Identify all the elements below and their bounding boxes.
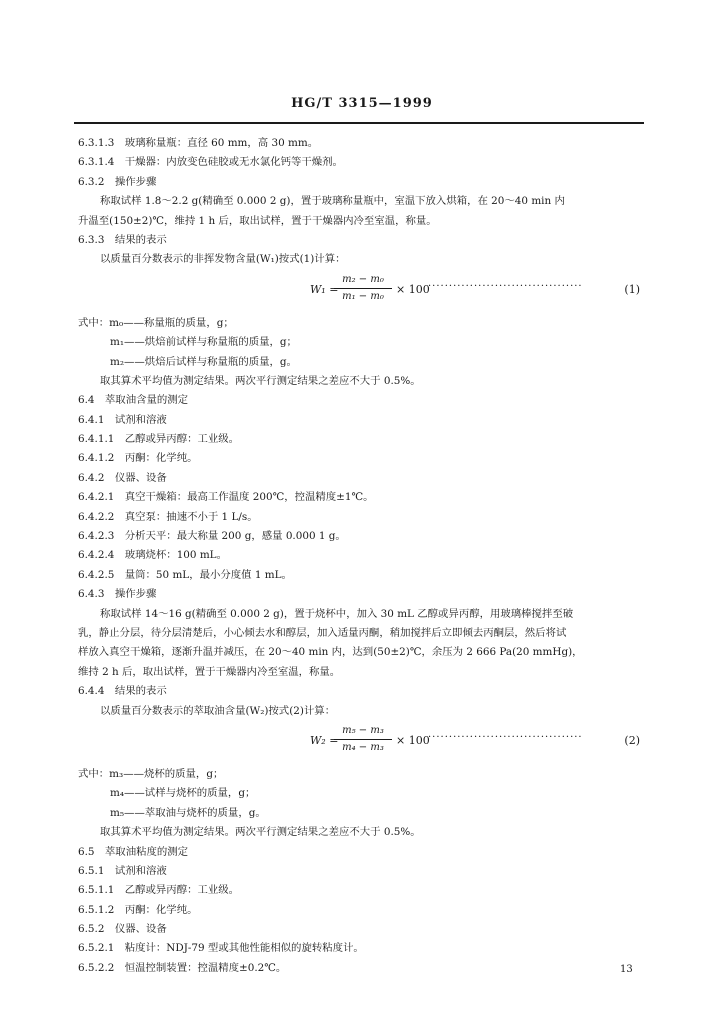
formula-1-numerator: m₂ − m₀ bbox=[334, 272, 392, 289]
header-rule bbox=[74, 122, 644, 124]
clause-6-4-heading: 6.4 萃取油含量的测定 bbox=[78, 394, 189, 407]
formula-2-fraction bbox=[334, 723, 392, 756]
clause-6-4-2-heading: 6.4.2 仪器、设备 bbox=[78, 471, 167, 484]
clause-6-4-1-2: 6.4.1.2 丙酮：化学纯。 bbox=[78, 452, 198, 465]
formula-2-leader: ····································· bbox=[428, 731, 583, 743]
formula-2-lhs: W₂ = bbox=[310, 733, 339, 747]
clause-6-3-2-heading: 6.3.2 操作步骤 bbox=[78, 175, 157, 188]
formula-1-multiplier: × 100 bbox=[396, 282, 430, 296]
clause-6-3-1-4: 6.3.1.4 干燥器：内放变色硅胶或无水氯化钙等干燥剂。 bbox=[78, 156, 343, 169]
clause-6-4-3-heading: 6.4.3 操作步骤 bbox=[78, 588, 157, 601]
clause-6-4-4-heading: 6.4.4 结果的表示 bbox=[78, 685, 167, 698]
clause-6-4-2-5: 6.4.2.5 量筒：50 mL，最小分度值 1 mL。 bbox=[78, 568, 292, 581]
result-note: 取其算术平均值为测定结果。两次平行测定结果之差应不大于 0.5%。 bbox=[100, 826, 421, 839]
variable-definition: m₄——试样与烧杯的质量，g； bbox=[110, 787, 256, 800]
formula-2-denominator: m₄ − m₃ bbox=[342, 741, 384, 753]
formula-2-number: (2) bbox=[624, 733, 640, 747]
clause-6-5-1-2: 6.5.1.2 丙酮：化学纯。 bbox=[78, 903, 198, 916]
procedure-text-line: 维持 2 h 后，取出试样，置于干燥器内冷至室温，称量。 bbox=[78, 665, 341, 678]
variable-definition: m₂——烘焙后试样与称量瓶的质量，g。 bbox=[110, 355, 297, 368]
procedure-text-line: 样放入真空干燥箱，逐渐升温并减压，在 20～40 min 内，达到(50±2)℃，余压为 2 666 Pa(20 mmHg)， bbox=[78, 646, 583, 659]
formula-intro-2: 以质量百分数表示的萃取油含量(W₂)按式(2)计算： bbox=[100, 704, 336, 717]
formula-1-denominator: m₁ − m₀ bbox=[342, 290, 384, 302]
variable-definition: m₅——萃取油与烧杯的质量，g。 bbox=[110, 806, 266, 819]
clause-6-4-2-3: 6.4.2.3 分析天平：最大称量 200 g，感量 0.000 1 g。 bbox=[78, 530, 346, 543]
clause-6-4-1-heading: 6.4.1 试剂和溶液 bbox=[78, 413, 167, 426]
clause-6-5-heading: 6.5 萃取油粘度的测定 bbox=[78, 845, 189, 858]
page-header: HG/T 3315—1999 bbox=[291, 96, 433, 111]
variable-definition: 式中：m₀——称量瓶的质量，g； bbox=[78, 316, 234, 329]
clause-6-4-2-1: 6.4.2.1 真空干燥箱：最高工作温度 200℃，控温精度±1℃。 bbox=[78, 491, 374, 504]
variable-definition: 式中：m₃——烧杯的质量，g； bbox=[78, 767, 224, 780]
clause-6-5-2-heading: 6.5.2 仪器、设备 bbox=[78, 923, 167, 936]
variable-definition: m₁——烘焙前试样与称量瓶的质量，g； bbox=[110, 336, 297, 349]
formula-1 bbox=[78, 270, 646, 314]
clause-6-5-2-2: 6.5.2.2 恒温控制装置：控温精度±0.2℃。 bbox=[78, 961, 287, 974]
procedure-text-line: 乳，静止分层，待分层清楚后，小心倾去水和醇层，加入适量丙酮，稍加搅拌后立即倾去丙酮层，然后将试 bbox=[78, 626, 567, 639]
clause-6-4-2-4: 6.4.2.4 玻璃烧杯：100 mL。 bbox=[78, 549, 227, 562]
procedure-text-line: 升温至(150±2)℃，维持 1 h 后，取出试样，置于干燥器内冷至室温，称量。 bbox=[78, 214, 437, 227]
formula-1-number: (1) bbox=[624, 282, 640, 296]
formula-2-numerator: m₅ − m₃ bbox=[334, 723, 392, 740]
procedure-text-line: 称取试样 14～16 g(精确至 0.000 2 g)，置于烧杯中，加入 30 mL 乙醇或异丙醇，用玻璃棒搅拌至破 bbox=[100, 607, 574, 620]
formula-1-leader: ····································· bbox=[428, 280, 583, 292]
result-note: 取其算术平均值为测定结果。两次平行测定结果之差应不大于 0.5%。 bbox=[100, 374, 421, 387]
clause-6-3-3-heading: 6.3.3 结果的表示 bbox=[78, 233, 167, 246]
document-body bbox=[78, 134, 646, 978]
formula-1-lhs: W₁ = bbox=[310, 282, 339, 296]
page-number: 13 bbox=[620, 964, 633, 975]
formula-1-fraction bbox=[334, 272, 392, 305]
clause-6-3-1-3: 6.3.1.3 玻璃称量瓶：直径 60 mm，高 30 mm。 bbox=[78, 137, 319, 149]
clause-6-5-2-1: 6.5.2.1 粘度计：NDJ-79 型或其他性能相似的旋转粘度计。 bbox=[78, 942, 364, 955]
clause-6-5-1-1: 6.5.1.1 乙醇或异丙醇：工业级。 bbox=[78, 884, 240, 897]
formula-2 bbox=[78, 721, 646, 765]
clause-6-4-1-1: 6.4.1.1 乙醇或异丙醇：工业级。 bbox=[78, 433, 240, 446]
clause-6-5-1-heading: 6.5.1 试剂和溶液 bbox=[78, 864, 167, 877]
clause-6-4-2-2: 6.4.2.2 真空泵：抽速不小于 1 L/s。 bbox=[78, 510, 258, 523]
procedure-text-line: 称取试样 1.8～2.2 g(精确至 0.000 2 g)，置于玻璃称量瓶中，室温下放入烘箱，在 20～40 min 内 bbox=[100, 195, 565, 208]
formula-2-multiplier: × 100 bbox=[396, 733, 430, 747]
formula-intro-1: 以质量百分数表示的非挥发物含量(W₁)按式(1)计算： bbox=[100, 253, 346, 266]
